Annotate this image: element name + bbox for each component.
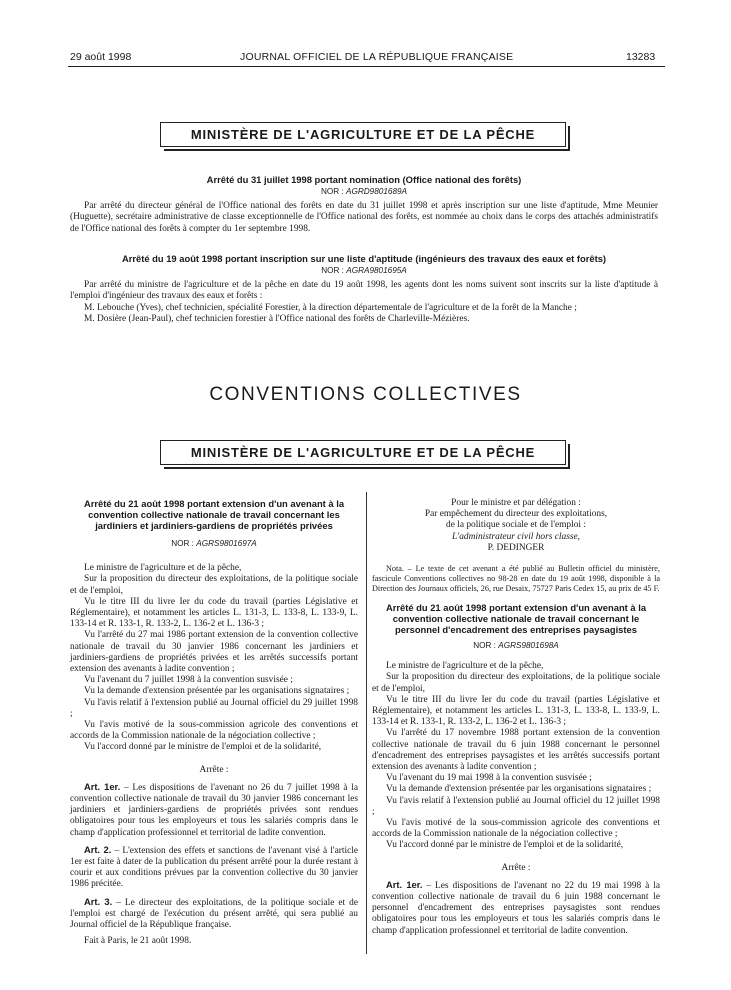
header-page-number: 13283 [626,51,656,63]
fait-a-paris: Fait à Paris, le 21 août 1998. [84,936,192,947]
visa-line: Sur la proposition du directeur des exploitations, de la politique sociale et de l'emploi, [372,672,660,694]
visa-line: Vu l'arrêté du 17 novembre 1988 portant extension de la convention collective nationale de travail du 6 juin 1988 concernant le personnel d'encadrement des entreprises paysagistes et les arrêtés successifs portant extension des avenants à ladite convention ; [372,728,660,773]
header-rule [68,66,665,67]
ministry-heading-top: MINISTÈRE DE L'AGRICULTURE ET DE LA PÊCHE [160,122,566,147]
signature-line: de la politique sociale et de l'emploi : [446,520,586,531]
article-3: Art. 3. – Le directeur des exploitations, de la politique sociale et de l'emploi est chargé de l'exécution du présent arrêté, qui sera publié au Journal officiel de la République française. [70,895,358,931]
arrete-title: Arrêté du 21 août 1998 portant extension d'un avenant à la convention collective nationale de travail concernant le personnel d'encadrement des entreprises paysagistes [385,602,647,636]
visa-line: Vu l'accord donné par le ministre de l'emploi et de la solidarité, [386,840,624,851]
right-column [372,498,660,937]
column-rule [366,492,367,954]
visa-line: Vu la demande d'extension présentée par les organisations signataires ; [84,686,350,697]
left-column [70,498,358,948]
visas-list [70,563,358,753]
article-1: Art. 1er. – Les dispositions de l'avenant no 26 du 7 juillet 1998 à la convention collective nationale de travail du 30 janvier 1986 concernant les jardiniers et jardiniers-gardiens de propriétés privées sont rendues obligatoires pour tous les employeurs et tous les salariés compris dans le champ d'application professionnel et territorial de ladite convention. [70,780,358,838]
visa-line: Vu l'avis motivé de la sous-commission agricole des conventions et accords de la Commission nationale de la négociation collective ; [372,818,660,840]
visa-line: Vu l'accord donné par le ministre de l'emploi et de la solidarité, [84,742,322,753]
visa-line: Vu l'avenant du 19 mai 1998 à la convention susvisée ; [386,773,592,784]
arrete-word: Arrête : [501,862,531,873]
visa-line: Vu l'avis relatif à l'extension publié au Journal officiel du 12 juillet 1998 ; [372,795,660,817]
nor-line: NOR : AGRS9801698A [473,641,559,651]
arrete-title: Arrêté du 19 août 1998 portant inscription sur une liste d'aptitude (ingénieurs des travaux des eaux et forêts) [121,253,607,264]
visa-line: Le ministre de l'agriculture et de la pêche, [84,563,242,574]
visa-line: Vu le titre III du livre Ier du code du travail (parties Législative et Réglementaire), et notamment les articles L. 131-3, L. 133-8, L. 133-9, L. 133-14 et R. 133-1, R. 133-2, L. 136-2 et L. 136-3 ; [372,694,660,728]
arrete-liste-aptitude [70,253,658,325]
nor-line: NOR : AGRS9801697A [171,539,257,548]
arrete-title: Arrêté du 21 août 1998 portant extension d'un avenant à la convention collective nationale de travail concernant les jardiniers et jardiniers-gardiens de propriétés privées [83,498,345,531]
visa-line: Vu l'arrêté du 27 mai 1986 portant extension de la convention collective nationale de travail du 30 janvier 1986 concernant les jardiniers et jardiniers-gardiens de propriétés privées et les arrêtés successifs portant extension des avenants à ladite convention ; [70,630,358,675]
nor-line: NOR : AGRA9801695A [321,266,407,275]
arrete-title: Arrêté du 31 juillet 1998 portant nomination (Office national des forêts) [206,174,522,185]
visa-line: Vu le titre III du livre Ier du code du travail (parties Législative et Réglementaire), et notamment les articles L. 131-3, L. 133-8, L. 133-9, L. 133-14 et R. 133-1, R. 133-2, L. 136-2 et L. 136-3 ; [70,596,358,630]
section-title: CONVENTIONS COLLECTIVES [209,384,522,405]
visa-line: Vu l'avenant du 7 juillet 1998 à la convention susvisée ; [84,675,293,686]
arrete-nomination [70,174,658,235]
nota: Nota. – Le texte de cet avenant a été publié au Bulletin officiel du ministère, fascicule Conventions collectives no 98-28 en date du 19 août 1998, disponible à la Direction des Journaux officiels, 26, rue Desaix, 75727 Paris Cedex 15, au prix de 45 F. [372,564,660,594]
arrete-paragraph: M. Lebouche (Yves), chef technicien, spécialité Forestier, à la direction départementale de l'agriculture et de la forêt de la Manche ; [84,302,577,313]
signature-line: Par empêchement du directeur des exploitations, [424,509,608,520]
article-2: Art. 2. – L'extension des effets et sanctions de l'avenant visé à l'article 1er est faite à dater de la publication du présent arrêté pour la durée restant à courir et aux conditions prévues par la convention collective du 30 janvier 1986 précitée. [70,843,358,890]
header-journal-title: JOURNAL OFFICIEL DE LA RÉPUBLIQUE FRANÇAISE [240,51,514,63]
signature-line: L'administrateur civil hors classe, [451,531,581,542]
visas-list [372,661,660,851]
visa-line: Vu l'avis relatif à l'extension publié au Journal officiel du 29 juillet 1998 ; [70,697,358,719]
ministry-heading-mid: MINISTÈRE DE L'AGRICULTURE ET DE LA PÊCHE [160,440,566,465]
nor-line: NOR : AGRD9801689A [320,187,408,196]
visa-line: Vu l'avis motivé de la sous-commission agricole des conventions et accords de la Commission nationale de la négociation collective ; [70,720,358,742]
header-date: 29 août 1998 [70,51,132,63]
arrete-paragraph: Par arrêté du ministre de l'agriculture et de la pêche en date du 19 août 1998, les agents dont les noms suivent sont inscrits sur la liste d'aptitude à l'emploi d'ingénieur des travaux des eaux et forêts : [70,280,658,302]
visa-line: Sur la proposition du directeur des exploitations, de la politique sociale et de l'emploi, [70,574,358,596]
visa-line: Vu la demande d'extension présentée par les organisations signataires ; [386,784,652,795]
arrete-paragraph: M. Dosière (Jean-Paul), chef technicien forestier à l'Office national des forêts de Charleville-Mézières. [84,313,470,324]
signature-line: Pour le ministre et par délégation : [451,498,581,508]
signature-name: P. DEDINGER [487,542,545,553]
arrete-word: Arrête : [199,764,229,775]
visa-line: Le ministre de l'agriculture et de la pêche, [386,661,544,672]
article-1: Art. 1er. – Les dispositions de l'avenant no 22 du 19 mai 1998 à la convention collective nationale de travail du 6 juin 1988 concernant le personnel d'encadrement des entreprises paysagistes sont rendues obligatoires pour tous les employeurs et tous les salariés compris dans le champ d'application professionnel et territorial de ladite convention. [372,878,660,936]
arrete-body: Par arrêté du directeur général de l'Office national des forêts en date du 31 juillet 1998 et après inscription sur une liste d'aptitude, Mme Meunier (Huguette), secrétaire administrative de classe exceptionnelle de l'Office national des forêts, est nommée au choix dans le corps des attachés administratifs de l'Office national des forêts à compter du 1er septembre 1998. [70,201,658,234]
